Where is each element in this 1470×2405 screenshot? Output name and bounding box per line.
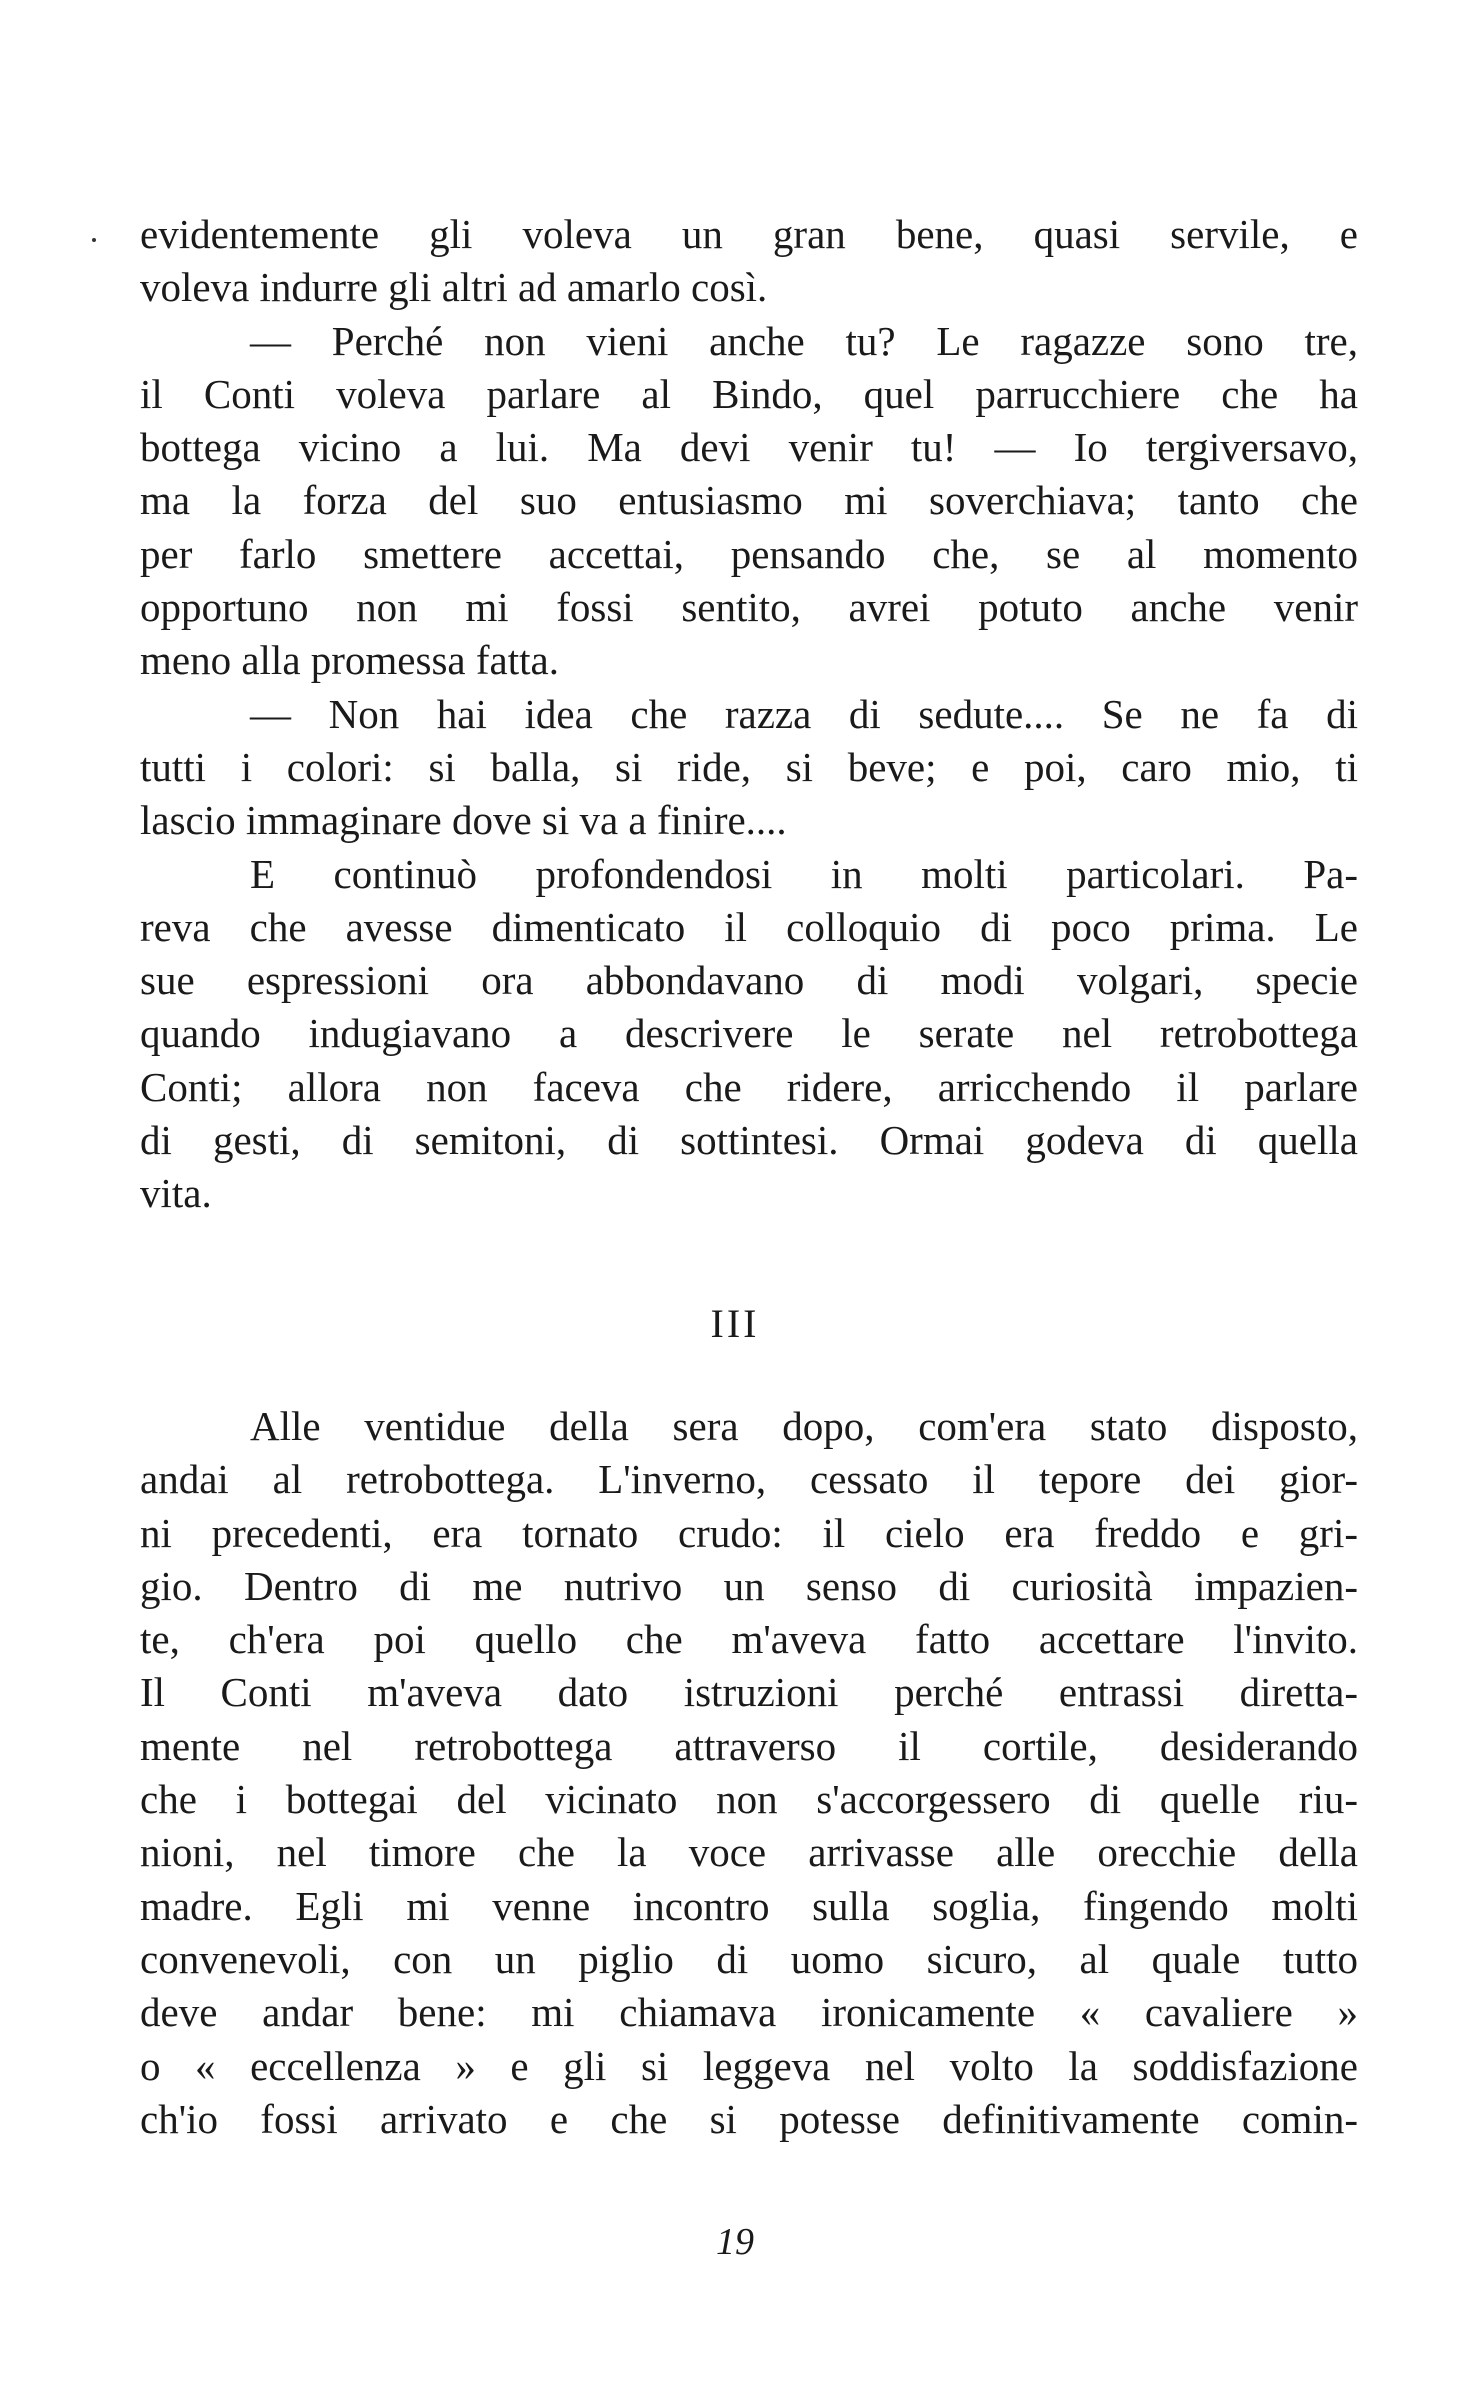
text-line: E continuò profondendosi in molti particolari. Pa-	[250, 850, 1358, 897]
text-line: nioni, nel timore che la voce arrivasse alle orecchie della	[140, 1829, 1358, 1876]
text-line: Conti; allora non faceva che ridere, arricchendo il parlare	[140, 1063, 1358, 1110]
text-line: evidentemente gli voleva un gran bene, quasi servile, e	[140, 211, 1358, 257]
text-line: per farlo smettere accettai, pensando che, se al momento	[140, 530, 1358, 577]
text-line: ch'io fossi arrivato e che si potesse definitivamente comin-	[140, 2095, 1358, 2142]
text-line: mente nel retrobottega attraverso il cortile, desiderando	[140, 1722, 1358, 1769]
text-line: — Non hai idea che razza di sedute.... Se ne fa di	[250, 690, 1358, 737]
text-line: tutti i colori: si balla, si ride, si beve; e poi, caro mio, ti	[140, 743, 1358, 790]
text-line: convenevoli, con un piglio di uomo sicuro, al quale tutto	[140, 1935, 1358, 1982]
text-line: ni precedenti, era tornato crudo: il cielo era freddo e gri-	[140, 1509, 1358, 1556]
text-line: quando indugiavano a descrivere le serate nel retrobottega	[140, 1010, 1358, 1057]
text-line: Il Conti m'aveva dato istruzioni perché entrassi diretta-	[140, 1669, 1358, 1716]
text-line: te, ch'era poi quello che m'aveva fatto accettare l'invito.	[140, 1616, 1358, 1663]
text-line: meno alla promessa fatta.	[140, 637, 559, 684]
text-line: che i bottegai del vicinato non s'accorgessero di quelle riu-	[140, 1776, 1358, 1823]
text-line: deve andar bene: mi chiamava ironicamente « cavaliere »	[140, 1989, 1358, 2036]
paragraph-block-dialogue	[140, 208, 1358, 1221]
text-line: o « eccellenza » e gli si leggeva nel volto la soddisfazione	[140, 2042, 1358, 2089]
text-line: il Conti voleva parlare al Bindo, quel parrucchiere che ha	[140, 370, 1358, 417]
text-line: gio. Dentro di me nutrivo un senso di curiosità impazien-	[140, 1562, 1358, 1609]
text-line: voleva indurre gli altri ad amarlo così.	[140, 264, 768, 311]
text-line: ma la forza del suo entusiasmo mi soverchiava; tanto che	[140, 477, 1358, 524]
text-line: madre. Egli mi venne incontro sulla soglia, fingendo molti	[140, 1882, 1358, 1929]
text-line: reva che avesse dimenticato il colloquio di poco prima. Le	[140, 903, 1358, 950]
text-line: vita.	[140, 1170, 212, 1217]
margin-dot	[92, 238, 96, 242]
chapter-heading: III	[710, 1301, 760, 1346]
text-line: Alle ventidue della sera dopo, com'era stato disposto,	[250, 1403, 1358, 1449]
text-line: bottega vicino a lui. Ma devi venir tu! — Io tergiversavo,	[140, 424, 1358, 471]
text-line: andai al retrobottega. L'inverno, cessato il tepore dei gior-	[140, 1456, 1358, 1503]
text-line: lascio immaginare dove si va a finire....	[140, 797, 787, 844]
page-number: 19	[716, 2221, 754, 2263]
text-line: di gesti, di semitoni, di sottintesi. Ormai godeva di quella	[140, 1117, 1358, 1164]
text-line: sue espressioni ora abbondavano di modi volgari, specie	[140, 957, 1358, 1004]
text-line: opportuno non mi fossi sentito, avrei potuto anche venir	[140, 584, 1358, 631]
paragraph-block-chapter-three	[140, 1400, 1358, 2146]
text-line: — Perché non vieni anche tu? Le ragazze sono tre,	[250, 317, 1358, 364]
